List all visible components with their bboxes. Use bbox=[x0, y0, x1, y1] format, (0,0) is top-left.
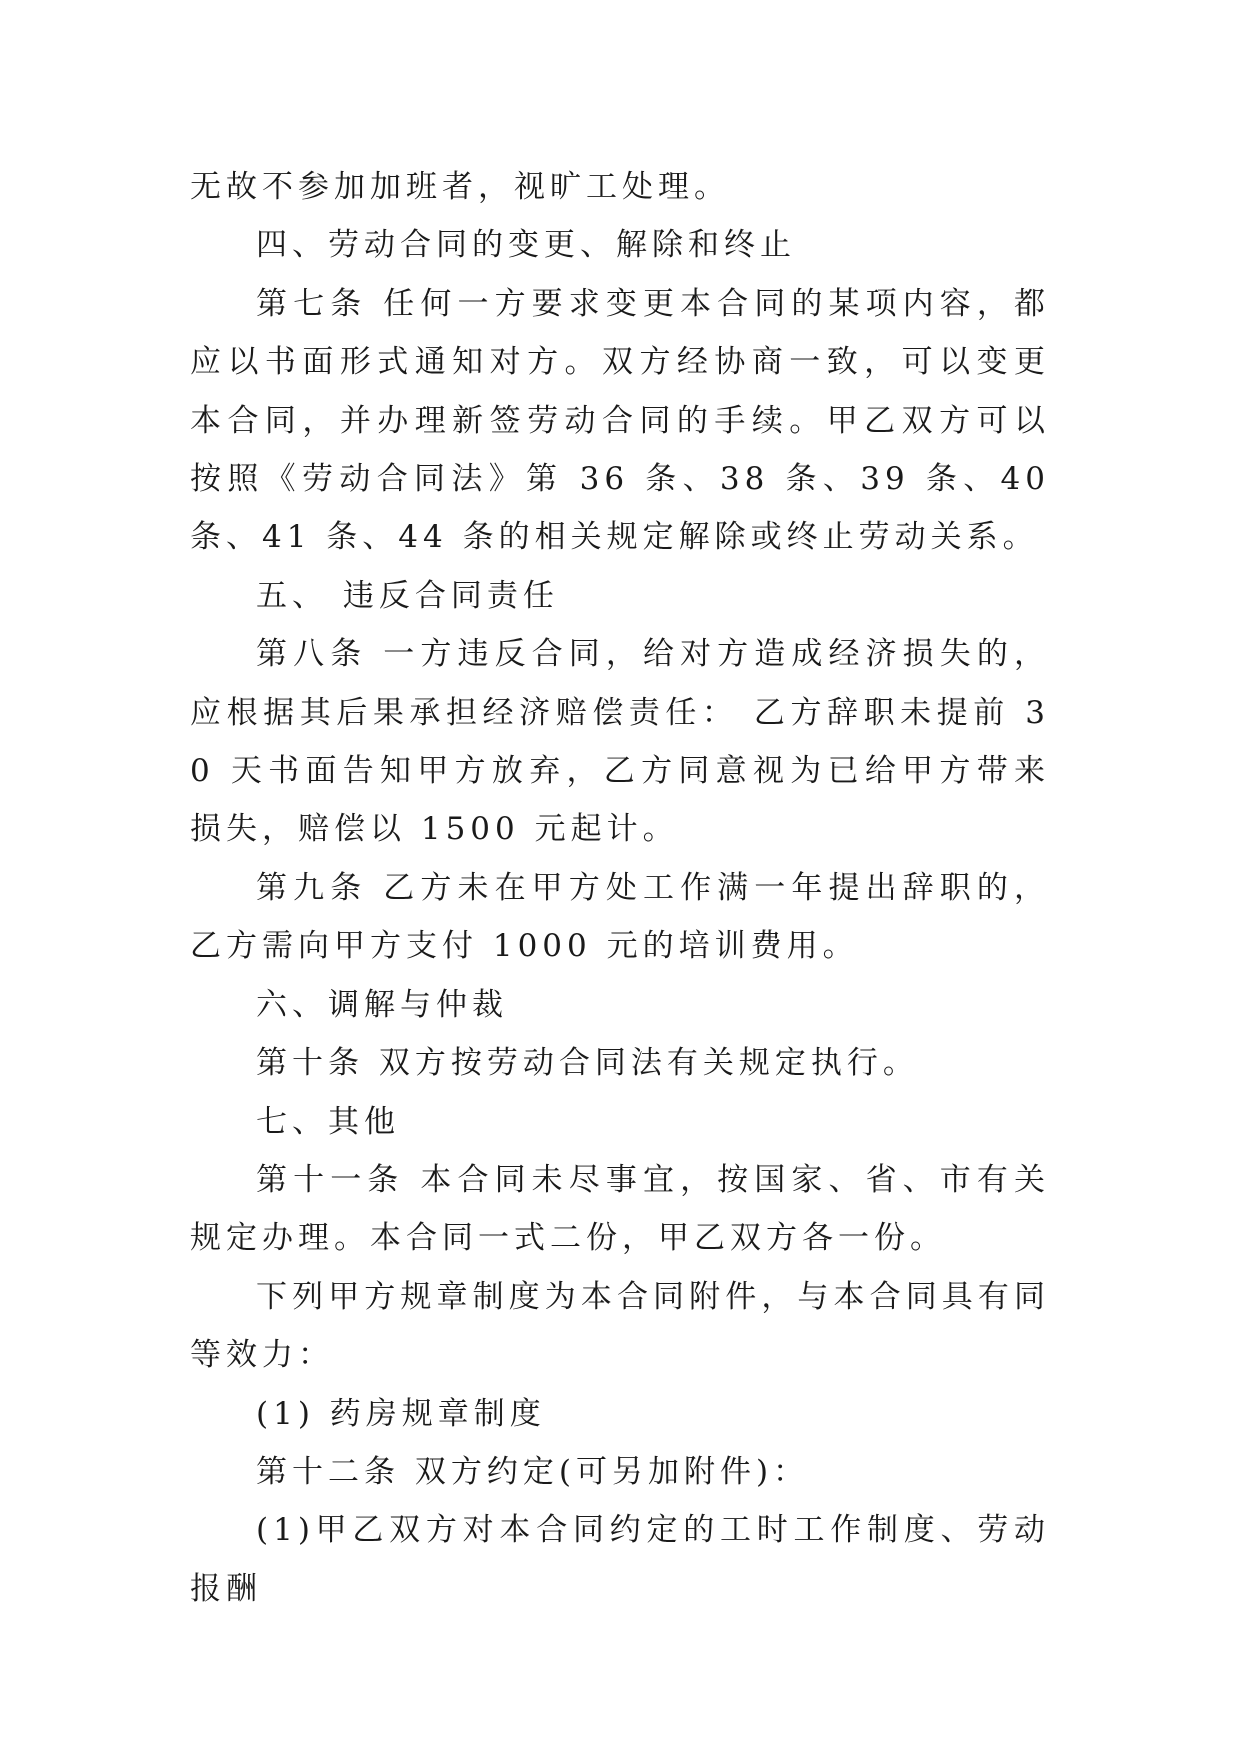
paragraph-overtime: 无故不参加加班者，视旷工处理。 bbox=[190, 169, 730, 205]
heading-breach: 五、 违反合同责任 bbox=[256, 577, 559, 614]
article-7: 第七条 任何一方要求变更本合同的某项内容，都应以书面形式通知对方。双方经协商一致，可以变更本合同，并办理新签劳动合同的手续。甲乙双方可以按照《劳动合同法》第 36 条、38 条、39 条、40 条、41 条、44 条的相关规定解除或终止劳动关系。 bbox=[190, 285, 1050, 556]
article-9: 第九条 乙方未在甲方处工作满一年提出辞职的，乙方需向甲方支付 1000 元的培训费用。 bbox=[190, 869, 1050, 965]
heading-contract-change: 四、劳动合同的变更、解除和终止 bbox=[256, 227, 796, 264]
attachment-item-1: (1) 药房规章制度 bbox=[256, 1395, 546, 1432]
heading-mediation: 六、调解与仲裁 bbox=[256, 986, 508, 1023]
article-12: 第十二条 双方约定(可另加附件)： bbox=[256, 1453, 810, 1490]
article-11: 第十一条 本合同未尽事宜，按国家、省、市有关规定办理。本合同一式二份，甲乙双方各一份。 bbox=[190, 1161, 1050, 1257]
document-body bbox=[190, 158, 1050, 1618]
article-10: 第十条 双方按劳动合同法有关规定执行。 bbox=[256, 1045, 919, 1082]
heading-other: 七、其他 bbox=[256, 1103, 400, 1140]
article-8: 第八条 一方违反合同，给对方造成经济损失的，应根据其后果承担经济赔偿责任： 乙方辞职未提前 30 天书面告知甲方放弃，乙方同意视为已给甲方带来损失，赔偿以 1500 元起计。 bbox=[190, 636, 1050, 848]
article-12-item-1: (1)甲乙双方对本合同约定的工时工作制度、劳动报酬 bbox=[190, 1512, 1050, 1607]
attachment-note: 下列甲方规章制度为本合同附件，与本合同具有同等效力： bbox=[190, 1278, 1050, 1374]
